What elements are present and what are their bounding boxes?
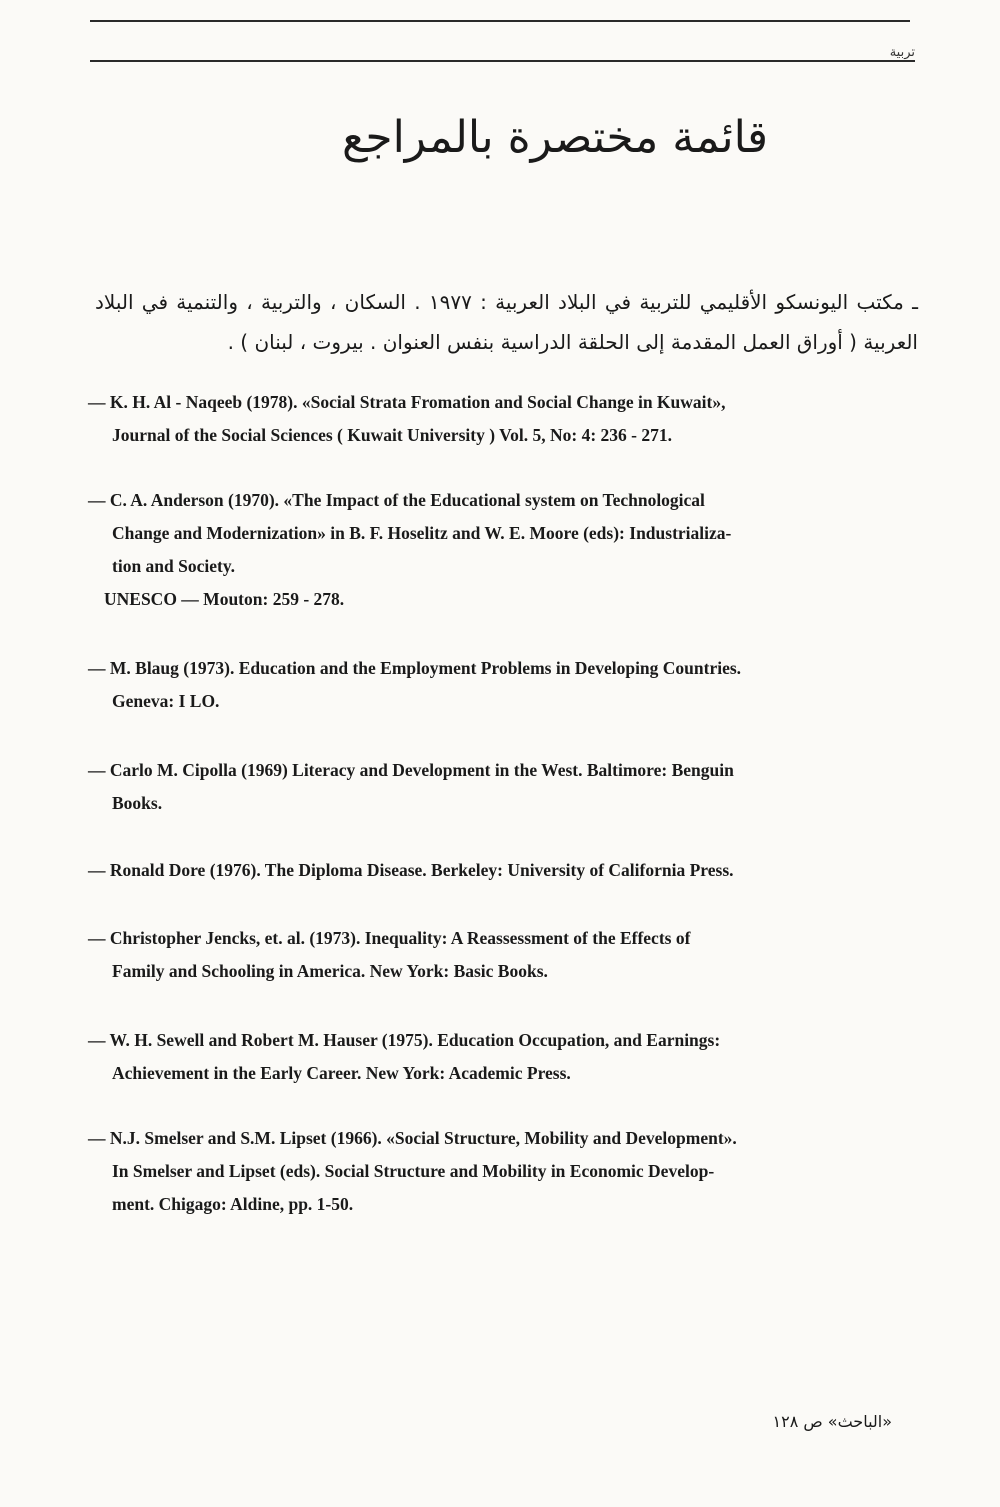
reference-line: ment. Chigago: Aldine, pp. 1-50. — [112, 1194, 354, 1214]
reference-line: — Ronald Dore (1976). The Diploma Disease. Berkeley: University of California Press. — [88, 860, 734, 880]
header-rule — [90, 60, 915, 62]
reference-item — [88, 386, 918, 452]
reference-line: tion and Society. — [112, 556, 236, 576]
reference-line: — Christopher Jencks, et. al. (1973). Inequality: A Reassessment of the Effects of — [88, 928, 691, 948]
reference-item — [88, 754, 918, 820]
reference-line: UNESCO — Mouton: 259 - 278. — [104, 589, 345, 609]
reference-line: — Carlo M. Cipolla (1969) Literacy and Development in the West. Baltimore: Benguin — [88, 760, 734, 780]
reference-item — [88, 484, 918, 616]
reference-line: In Smelser and Lipset (eds). Social Structure and Mobility in Economic Develop- — [112, 1161, 715, 1181]
arabic-reference: ـ مكتب اليونسكو الأقليمي للتربية في البلاد العربية : ١٩٧٧ . السكان ، والتربية ، والتنمية في البلاد العربية ( أوراق العمل المقدمة إلى الحلقة الدراسية بنفس العنوان . بيروت ، لبنان ) . — [95, 290, 919, 354]
running-head: تربية — [889, 44, 915, 59]
top-rule — [90, 20, 910, 22]
reference-line: — K. H. Al - Naqeeb (1978). «Social Strata Fromation and Social Change in Kuwait», — [88, 392, 726, 412]
reference-line: Achievement in the Early Career. New York: Academic Press. — [112, 1063, 571, 1083]
reference-line: — M. Blaug (1973). Education and the Employment Problems in Developing Countries. — [88, 658, 742, 678]
reference-line: — W. H. Sewell and Robert M. Hauser (1975). Education Occupation, and Earnings: — [88, 1030, 721, 1050]
reference-item — [88, 1024, 918, 1090]
page-title: قائمة مختصرة بالمراجع — [341, 112, 769, 163]
reference-line: Change and Modernization» in B. F. Hoselitz and W. E. Moore (eds): Industrializa- — [112, 523, 732, 543]
reference-line: — N.J. Smelser and S.M. Lipset (1966). «Social Structure, Mobility and Development». — [88, 1128, 737, 1148]
reference-item — [88, 1122, 918, 1221]
reference-item — [88, 652, 918, 718]
reference-line: Family and Schooling in America. New York: Basic Books. — [112, 961, 548, 981]
page-number: «الباحث» ص ١٢٨ — [772, 1412, 892, 1431]
reference-line: Journal of the Social Sciences ( Kuwait University ) Vol. 5, No: 4: 236 - 271. — [112, 425, 672, 445]
reference-line: Geneva: I LO. — [112, 691, 220, 711]
reference-item — [88, 854, 918, 887]
reference-item — [88, 922, 918, 988]
reference-line: Books. — [112, 793, 163, 813]
reference-line: — C. A. Anderson (1970). «The Impact of the Educational system on Technological — [88, 490, 705, 510]
